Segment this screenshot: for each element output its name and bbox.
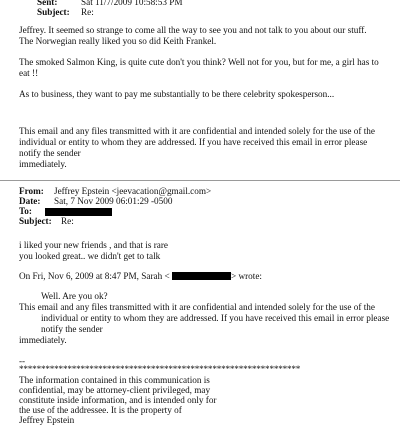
quote-intro-prefix: On Fri, Nov 6, 2009 at 8:47 PM, Sarah < [19,271,170,281]
sent-value: Sat 11/7/2009 10:58:53 PM [81,0,183,7]
stars-divider: **************************************************************** [19,364,301,374]
subject-value-2: Re: [61,216,74,226]
signature-dashes: -- [19,356,26,366]
body-top-line-3: The smoked Salmon King, is quite cute don't you think? Well not for you, but for me, a girl has to [19,57,379,67]
footer-line-1: The information contained in this communication is [19,375,210,385]
from-value: Jeffrey Epstein <jeevacation@gmail.com> [54,186,212,196]
disclaimer-second-line-3: notify the sender [41,324,103,334]
body-top-line-5: As to business, they want to pay me substantially to be there celebrity spokesperson... [19,89,335,99]
body-second-line-1: i liked your new friends , and that is rare [19,240,168,250]
disclaimer-second-line-2: individual or entity to whom they are addressed. If you have received this email in error please [41,313,390,323]
footer-line-4: the use of the addressee. It is the property of [19,405,182,415]
to-redaction [45,208,112,216]
disclaimer-top-line-3: notify the sender [19,148,81,158]
body-top-line-2: The Norwegian really liked you so did Keith Frankel. [19,36,217,46]
disclaimer-top-line-4: immediately. [19,159,67,169]
disclaimer-top-line-1: This email and any files transmitted with it are confidential and intended solely for the use of the [19,126,375,136]
to-label: To: [19,206,32,216]
subject-label: Subject: [37,7,70,17]
quoted-text: Well. Are you ok? [41,291,108,301]
date-value: Sat, 7 Nov 2009 06:01:29 -0500 [54,196,173,206]
from-label: From: [19,186,44,196]
disclaimer-second-line-1: This email and any files transmitted with it are confidential and intended solely for the use of the [19,302,375,312]
footer-line-3: constitute inside information, and is intended only for [19,395,217,405]
body-second-line-2: you looked great.. we didn't get to talk [19,251,161,261]
disclaimer-top-line-2: individual or entity to whom they are addressed. If you have received this email in error please [19,137,368,147]
quote-intro-suffix: > wrote: [231,271,262,281]
disclaimer-second-line-4: immediately. [19,335,67,345]
body-top-line-1: Jeffrey. It seemed so strange to come all the way to see you and not talk to you about our stuff. [19,25,367,35]
subject-label-2: Subject: [19,216,52,226]
email-redaction [172,272,231,280]
date-label: Date: [19,196,41,206]
message-separator [0,180,400,181]
body-top-line-4: eat !! [19,68,39,78]
footer-line-5: Jeffrey Epstein [19,415,75,425]
footer-line-2: confidential, may be attorney-client privileged, may [19,385,211,395]
subject-value: Re: [81,7,94,17]
sent-label: Sent: [37,0,58,7]
